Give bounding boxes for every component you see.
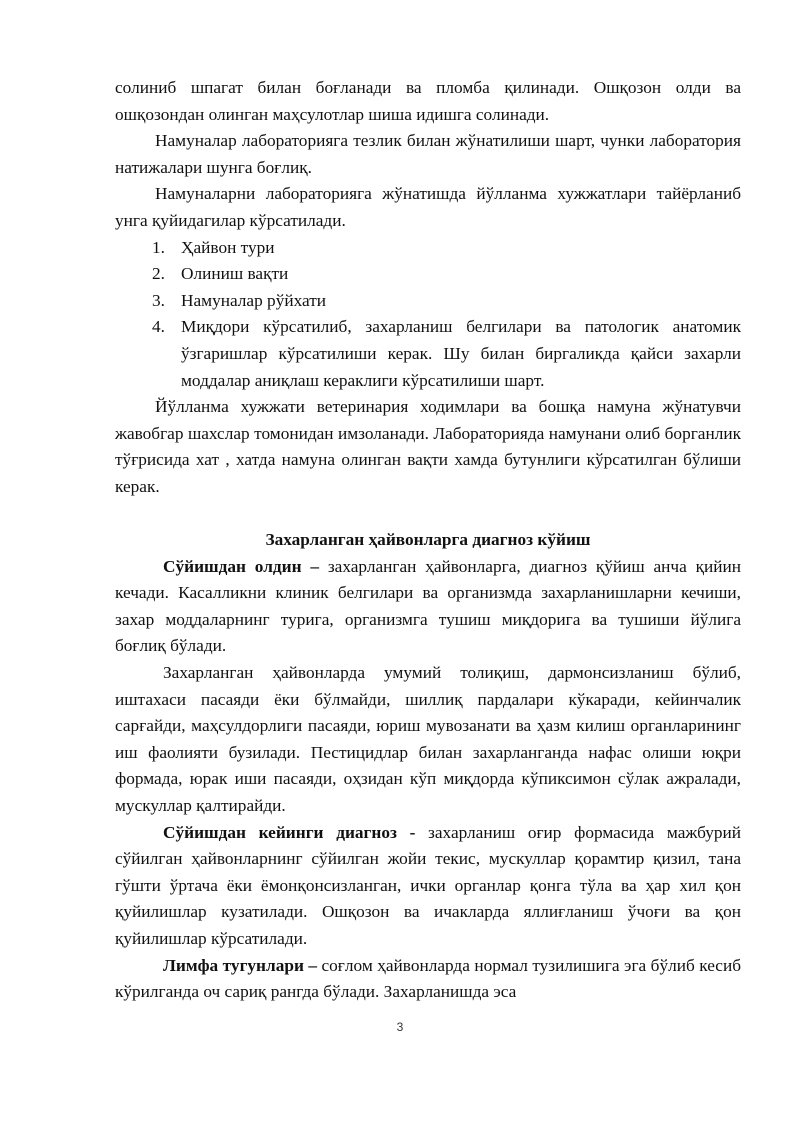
paragraph-lab-urgency: Намуналар лабораторияга тезлик билан жўнатилиши шарт, чунки лаборатория натижалари шунга боғлиқ. [115,131,741,177]
list-item-number: 4. [152,317,165,337]
post-slaughter-text: захарланиш оғир формасида мажбурий сўйилган ҳайвонларнинг сўйилган жойи текис, мускуллар қорамтир қизил, тана гўшти ўртача ёки ёмонқонсизланган, ички органлар қонга тўла ва ҳар хил қон қуйилишлар кузатилади. Ошқозон ва ичакларда яллиғланиш ўчоғи ва қон қуйилишлар кўрсатилади. [115,822,742,948]
paragraph-referral-signing: Йўлланма хужжати ветеринария ходимлари ва бошқа намуна жўнатувчи жавобгар шахслар томонидан имзоланади. Лабораторияда намунани олиб борганлик тўғрисида хат , хатда намуна олинган вақти хамда бутунлиги кўрсатилган бўлиши керак. [115,397,741,496]
list-item [115,261,741,288]
list-item-text: Намуналар рўйхати [181,290,327,310]
referral-items-list [115,235,741,395]
lymph-nodes-text: соғлом ҳайвонларда нормал тузилишига эга бўлиб кесиб кўрилганда оч сариқ рангда бўлади. Захарланишда эса [115,955,742,1002]
paragraph-symptoms: Захарланган ҳайвонларда умумий толиқиш, дармонсизланиш бўлиб, иштахаси пасаяди ёки бўлмайди, шиллиқ пардалари кўкаради, кейинчалик сарғайди, маҳсулдорлиги пасаяди, юриш мувозанати ва ҳазм килиш органларининг иш фаолияти бузилади. Пестицидлар билан захарланганда нафас олиши юқри формада, юрак иши пасаяди, оҳзидан кўп миқдорда кўпиксимон сўлак ажралади, мускуллар қалтирайди. [115,663,741,816]
lymph-nodes-term: Лимфа тугунлари – [163,955,318,975]
paragraph-referral-docs: Намуналарни лабораторияга жўнатишда йўлланма хужжатлари тайёрланиб унга қуйидагилар кўрсатилади. [115,184,741,230]
list-item [115,235,741,262]
section-heading: Захарланган ҳайвонларга диагноз кўйиш [265,530,591,550]
list-item-text: Миқдори кўрсатилиб, захарланиш белгилари ва патологик анатомик ўзгаришлар кўрсатилиши керак. Шу билан биргаликда қайси захарли моддалар аниқлаш кераклиги кўрсатилиши шарт. [181,317,741,390]
paragraph-sample-sealing: солиниб шпагат билан боғланади ва пломба қилинади. Ошқозон олди ва ошқозондан олинган маҳсулотлар шиша идишга солинади. [115,78,741,124]
page-body [115,75,741,1006]
list-item-number: 1. [152,237,165,257]
pre-slaughter-text: захарланган ҳайвонларга, диагноз қўйиш анча қийин кечади. Касалликни клиник белгилари ва организмда захарланишларни кечиши, захар моддаларнинг турига, организмга тушиш миқдорига ва тушиши йўлига боғлиқ бўлади. [115,556,741,656]
paragraph-lymph-nodes [115,953,741,1006]
pre-slaughter-term: Сўйишдан олдин – [163,556,320,576]
list-item-number: 2. [152,264,165,284]
list-item-text: Ҳайвон тури [181,237,275,257]
list-item [115,288,741,315]
post-slaughter-term: Сўйишдан кейинги диагноз - [163,822,416,842]
list-item-number: 3. [152,290,165,310]
list-item [115,314,741,394]
paragraph-pre-slaughter [115,554,741,660]
page-number: 3 [396,1020,404,1034]
paragraph-post-slaughter [115,820,741,953]
list-item-text: Олиниш вақти [181,264,289,284]
